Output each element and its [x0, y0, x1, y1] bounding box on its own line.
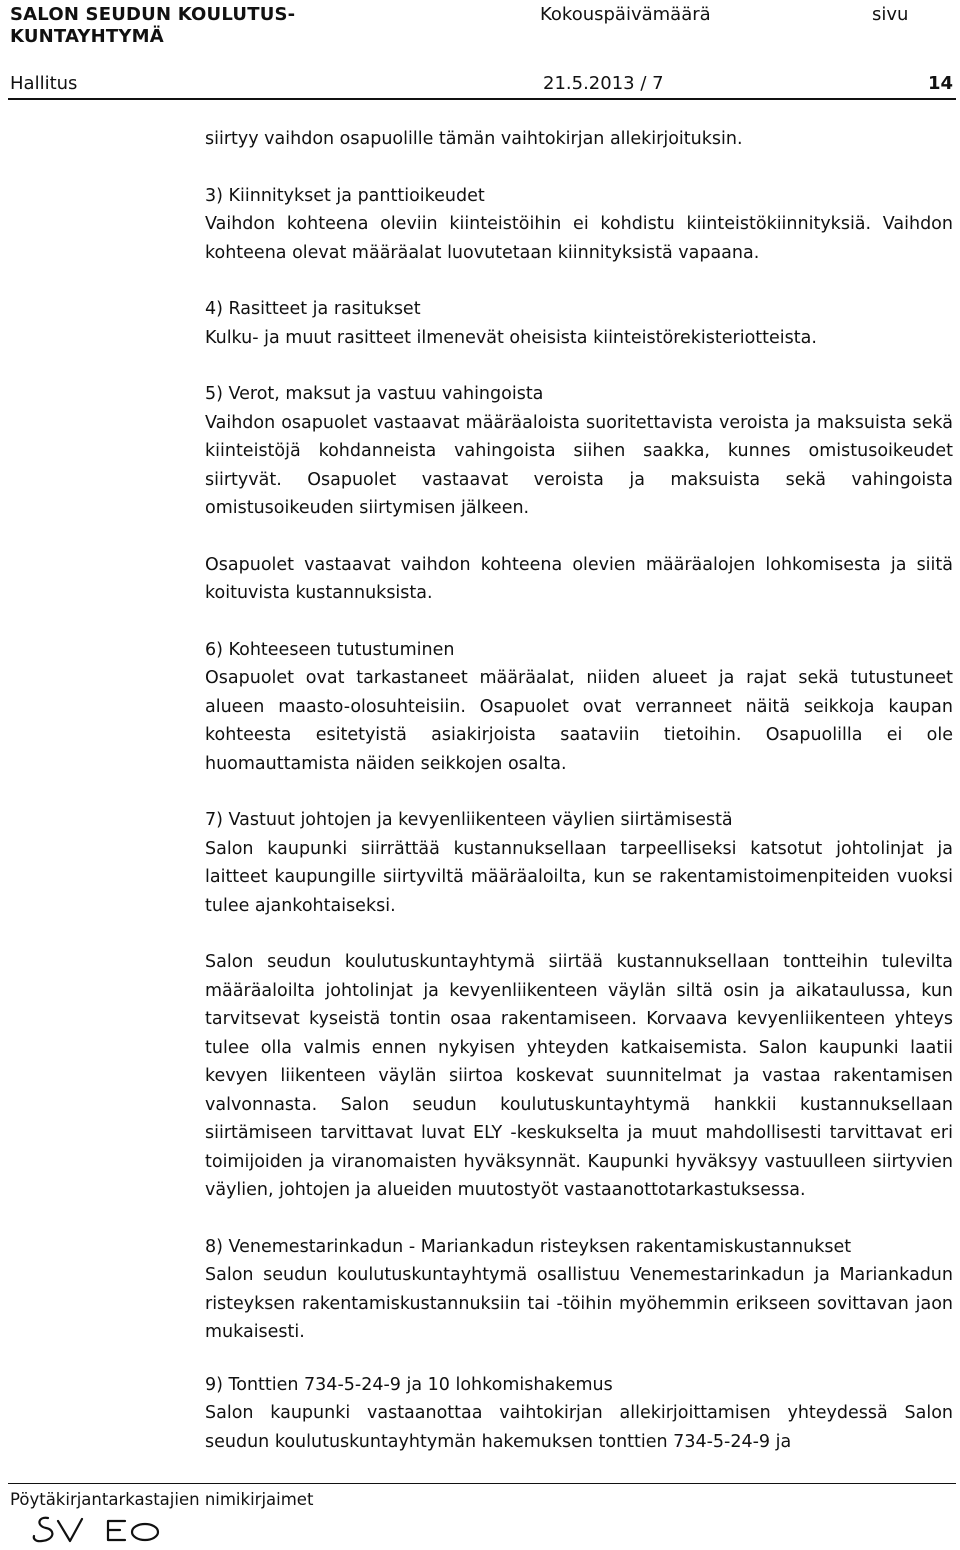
intro-paragraph: siirtyy vaihdon osapuolille tämän vaihtokirjan allekirjoituksin.	[205, 129, 743, 149]
section-7-text-2: Salon seudun koulutuskuntayhtymä siirtää kustannuksellaan tontteihin tulevilta määräaloilta johtolinjat ja kevyenliikenteen väylän siltä osin ja aikataulussa, kun tarvitsevat kyseistä tontin osaa rakentamiseen. Korvaava kevyenliikenteen yhteys tulee olla valmis ennen nykyisen yhteyden katkaisemista. Salon kaupunki laatii kevyen liikenteen väylän siirtoa koskevat suunnitelmat ja vastaa rakentamisen valvonnasta. Salon seudun koulutuskuntayhtymä hankkii kustannuksellaan siirtämiseen tarvittavat luvat ELY -keskukselta ja muut mahdollisesti tarvittavat eri toimijoiden ja viranomaisten hyväksynnät. Kaupunki hyväksyy vastuulleen siirtyvien väylien, johtojen ja alueiden muutostyöt vastaanottotarkastuksessa.	[205, 952, 953, 1200]
section-5-title: 5) Verot, maksut ja vastuu vahingoista	[205, 384, 544, 404]
organization-name-line1: SALON SEUDUN KOULUTUS-	[10, 4, 296, 25]
organization-name	[10, 4, 295, 48]
section-9-text: Salon kaupunki vastaanottaa vaihtokirjan allekirjoittamisen yhteydessä Salon seudun koulutuskuntayhtymän hakemuksen tonttien 734-5-24-9 ja	[205, 1403, 953, 1452]
meeting-date: 21.5.2013 / 7	[543, 73, 664, 94]
section-6-text: Osapuolet ovat tarkastaneet määräalat, niiden alueet ja rajat sekä tutustuneet alueen maasto-olosuhteisiin. Osapuolet ovat verranneet näitä seikkoja kaupan kohteesta esitetyistä asiakirjoista saataviin tietoihin. Osapuolilla ei ole huomauttamista näiden seikkojen osalta.	[205, 668, 953, 774]
section-3-title: 3) Kiinnitykset ja panttioikeudet	[205, 185, 485, 206]
document-type-label: Kokouspäivämäärä	[540, 4, 711, 25]
page-label: sivu	[872, 4, 909, 25]
section-7-text: Salon kaupunki siirrättää kustannuksellaan tarpeelliseksi katsotut johtolinjat ja laitteet kaupungille siirtyviltä määräaloilta, kun se rakentamistoimenpiteiden vuoksi tulee ajankohtaiseksi.	[205, 838, 953, 916]
document-body	[205, 125, 953, 1456]
section-8-text: Salon seudun koulutuskuntayhtymä osallistuu Venemestarinkadun ja Mariankadun risteyksen rakentamiskustannuksiin tai -töihin myöhemmin erikseen sovittavan jaon mukaisesti.	[205, 1265, 953, 1342]
handwritten-initials	[30, 1512, 250, 1548]
section-3-text: Vaihdon kohteena oleviin kiinteistöihin ei kohdistu kiinteistökiinnityksiä. Vaihdon kohteena olevat määräalat luovutetaan kiinnityksistä vapaana.	[205, 214, 953, 263]
header-divider	[8, 98, 956, 100]
section-4-title: 4) Rasitteet ja rasitukset	[205, 299, 421, 319]
section-9-title: 9) Tonttien 734-5-24-9 ja 10 lohkomishakemus	[205, 1374, 613, 1395]
section-5-text-2: Osapuolet vastaavat vaihdon kohteena olevien määräalojen lohkomisesta ja siitä koituvista kustannuksista.	[205, 554, 953, 603]
page-number: 14	[928, 73, 954, 94]
organization-name-line2: KUNTAYHTYMÄ	[10, 26, 164, 47]
section-6-title: 6) Kohteeseen tutustuminen	[205, 639, 455, 660]
section-8-title: 8) Venemestarinkadun - Mariankadun risteyksen rakentamiskustannukset	[205, 1236, 852, 1257]
board-name: Hallitus	[10, 73, 78, 94]
section-5-text: Vaihdon osapuolet vastaavat määräaloista suoritettavista veroista ja maksuista sekä kiinteistöjä kohdanneista vahingoista siihen saakka, kunnes omistusoikeudet siirtyvät. Osapuolet vastaavat veroista ja maksuista sekä vahingoista omistusoikeuden siirtymisen jälkeen.	[205, 412, 953, 518]
footer-divider	[8, 1483, 956, 1484]
section-7-title: 7) Vastuut johtojen ja kevyenliikenteen väylien siirtämisestä	[205, 810, 733, 830]
section-4-text: Kulku- ja muut rasitteet ilmenevät oheisista kiinteistörekisteriotteista.	[205, 327, 817, 348]
footer-label: Pöytäkirjantarkastajien nimikirjaimet	[10, 1490, 314, 1509]
